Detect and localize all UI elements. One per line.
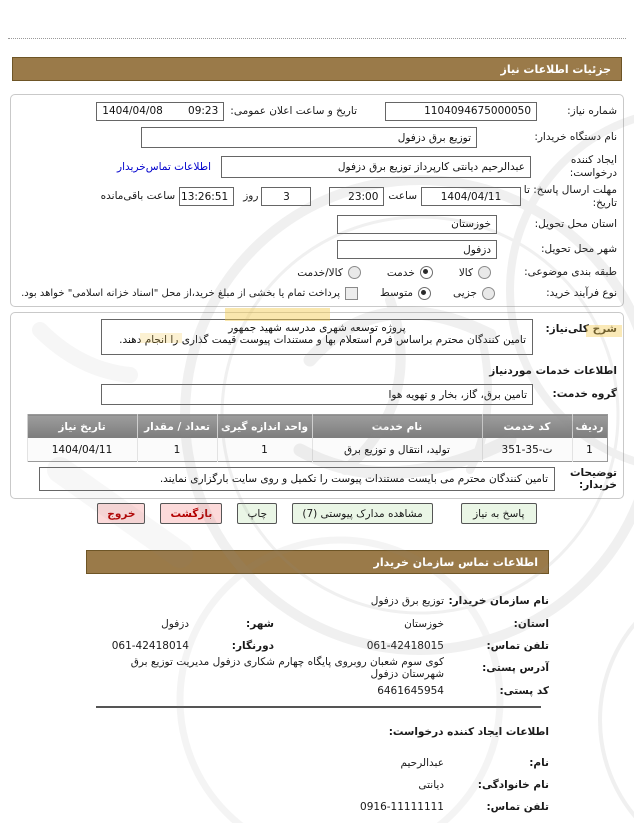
announce-datetime-field[interactable] [96, 102, 224, 121]
col-unit: واحد اندازه گیری [217, 415, 312, 439]
col-service-name: نام خدمت [312, 415, 482, 439]
buyer-notes-label: توضیحات خریدار: [569, 467, 617, 492]
cell-unit: 1 [217, 438, 312, 462]
contact-fax-label: دورنگار: [231, 640, 274, 652]
exit-button[interactable]: خروج [97, 503, 145, 524]
cell-quantity: 1 [137, 438, 217, 462]
classification-option-goods-service: کالا/خدمت [297, 266, 343, 279]
announce-datetime-label: تاریخ و ساعت اعلان عمومی: [230, 104, 357, 117]
delivery-city-field[interactable]: دزفول [337, 240, 497, 259]
delivery-province-field[interactable]: خوزستان [337, 215, 497, 234]
remaining-time-field[interactable]: 13:26:51 [179, 187, 234, 206]
postal-code-label: کد پستی: [499, 685, 549, 697]
treasury-note: پرداخت تمام یا بخشی از مبلغ خرید،از محل "اسناد خزانه اسلامی" خواهد بود. [21, 287, 341, 299]
service-group-field[interactable]: تامین برق، گاز، بخار و تهویه هوا [101, 384, 533, 405]
need-description-line1: پروژه توسعه شهری مدرسه شهید جمهور [228, 322, 406, 334]
treasury-checkbox-icon[interactable] [345, 287, 358, 300]
col-service-code: کد خدمت [482, 415, 572, 439]
remaining-time-label: ساعت باقی‌مانده [100, 190, 176, 203]
deadline-hour-label: ساعت [388, 190, 417, 203]
table-row [27, 438, 607, 462]
process-option-medium: متوسط [380, 287, 414, 299]
contact-city-value: دزفول [161, 618, 189, 630]
deadline-days-field[interactable]: 3 [261, 187, 311, 206]
contact-phone-value: 061-42418015 [366, 640, 444, 652]
creator-last-name-label: نام خانوادگی: [477, 779, 549, 791]
radio-minor-icon[interactable] [482, 287, 495, 300]
classification-option-goods: کالا [458, 266, 473, 279]
request-creator-field[interactable]: عبدالرحیم دیانتی کارپرداز توزیع برق دزفول [221, 156, 531, 178]
contact-province-label: استان: [513, 618, 549, 630]
deadline-date-field[interactable]: 1404/04/11 [421, 187, 521, 206]
creator-phone-value: 0916-11111111 [360, 801, 444, 813]
cell-service-code: ت-35-351 [482, 438, 572, 462]
contact-address-label: آدرس پستی: [482, 662, 549, 674]
announce-time: 09:23 [188, 105, 219, 117]
section-divider [96, 706, 541, 708]
creator-first-name-label: نام: [529, 757, 549, 769]
buyer-contact-header-bar [86, 550, 549, 574]
view-attachments-button[interactable]: مشاهده مدارک پیوستی (7) [292, 503, 432, 524]
need-number-field[interactable]: 1104094675000050 [385, 102, 537, 121]
process-type-label: نوع فرآیند خرید: [546, 286, 617, 299]
col-need-date: تاریخ نیاز [27, 415, 137, 439]
need-description-line2: تامین کنندگان محترم براساس فرم استعلام بها و مستندات پیوست قیمت گذاری را انجام دهند. [119, 334, 526, 346]
service-group-label: گروه خدمت: [552, 388, 617, 401]
deadline-days-unit-label: روز [243, 190, 259, 203]
radio-medium-selected-icon[interactable] [418, 287, 431, 300]
need-description-label: شرح کلی‌نیاز: [545, 323, 617, 335]
request-creator-heading: اطلاعات ایجاد کننده درخواست: [388, 726, 549, 738]
need-detail-title: جزئیات اطلاعات نیاز [500, 62, 611, 76]
radio-goods-icon[interactable] [478, 266, 491, 279]
need-description-field[interactable] [101, 319, 533, 355]
buyer-org-label: نام دستگاه خریدار: [534, 131, 617, 144]
deadline-label: مهلت ارسال پاسخ: تا تاریخ: [523, 184, 617, 209]
cell-service-name: تولید، انتقال و توزیع برق [312, 438, 482, 462]
contact-city-label: شهر: [246, 618, 274, 630]
need-detail-header-bar [12, 57, 622, 81]
buyer-contact-title: اطلاعات تماس سازمان خریدار [373, 555, 538, 569]
print-button[interactable]: چاپ [237, 503, 277, 524]
cell-need-date: 1404/04/11 [27, 438, 137, 462]
delivery-city-label: شهر محل تحویل: [541, 243, 617, 256]
buyer-org-field[interactable]: توزیع برق دزفول [141, 127, 477, 148]
services-panel [10, 312, 624, 499]
postal-code-value: 6461645954 [377, 685, 444, 697]
radio-goods-service-icon[interactable] [348, 266, 361, 279]
services-section-heading: اطلاعات خدمات موردنیاز [489, 365, 617, 377]
action-button-row [0, 503, 634, 524]
creator-phone-label: تلفن تماس: [486, 801, 549, 813]
creator-first-name-value: عبدالرحیم [400, 757, 444, 769]
announce-date: 1404/04/08 [102, 105, 163, 117]
request-creator-label: ایجاد کننده درخواست: [569, 154, 617, 179]
classification-label: طبقه بندی موضوعی: [524, 266, 617, 279]
services-table [27, 414, 608, 462]
classification-option-service: خدمت [386, 266, 415, 279]
buyer-notes-field[interactable]: تامین کنندگان محترم می بایست مستندات پیوست را تکمیل و روی سایت بارگزاری نمایند. [39, 467, 555, 491]
need-info-panel [10, 94, 624, 307]
org-name-label: نام سازمان خریدار: [448, 595, 549, 607]
contact-phone-label: تلفن تماس: [486, 640, 549, 652]
contact-fax-value: 061-42418014 [111, 640, 189, 652]
org-name-value: توزیع برق دزفول [370, 595, 444, 607]
contact-address-value: کوی سوم شعبان روبروی پایگاه چهارم شکاری دزفول مدیریت توزیع برق شهرستان دزفول [130, 656, 444, 680]
process-option-minor: جزیی [453, 287, 477, 299]
creator-last-name-value: دیانتی [418, 779, 444, 791]
dotted-separator [8, 38, 626, 39]
radio-service-selected-icon[interactable] [420, 266, 433, 279]
cell-row-number: 1 [572, 438, 607, 462]
deadline-hour-field[interactable]: 23:00 [329, 187, 384, 206]
need-number-label: شماره نیاز: [567, 104, 617, 117]
delivery-province-label: استان محل تحویل: [534, 217, 617, 230]
respond-button[interactable]: پاسخ به نیاز [461, 503, 537, 524]
services-table-header-row [27, 415, 607, 439]
back-button[interactable]: بازگشت [160, 503, 222, 524]
col-row-number: ردیف [572, 415, 607, 439]
buyer-contact-link[interactable]: اطلاعات تماس‌خریدار [117, 160, 211, 173]
col-quantity: تعداد / مقدار [137, 415, 217, 439]
contact-province-value: خوزستان [404, 618, 444, 630]
